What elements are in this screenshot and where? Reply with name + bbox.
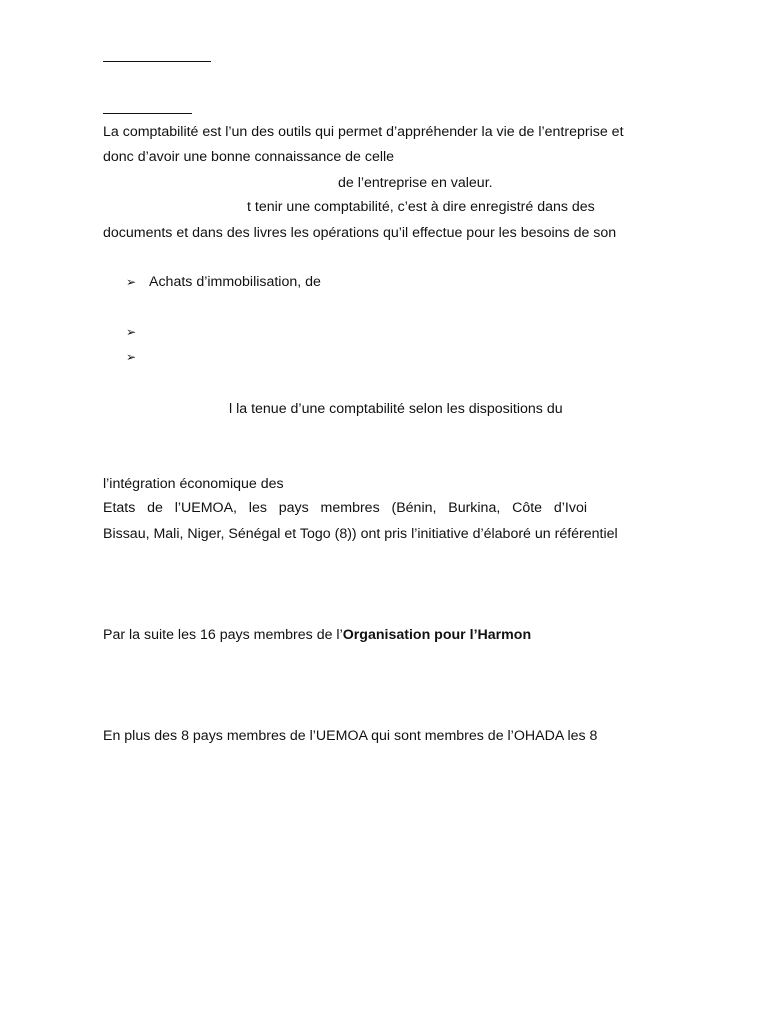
paragraph-line-10-text: Par la suite les 16 pays membres de l’ [103, 627, 343, 643]
paragraph-line-6: l la tenue d’une comptabilité selon les dispositions du [229, 401, 563, 417]
bullet-arrow-icon: ➢ [126, 350, 137, 364]
paragraph-line-10 [103, 626, 531, 644]
bullet-item-1: Achats d’immobilisation, de [149, 274, 321, 290]
organisation-name-bold: Organisation pour l’Harmon [342, 627, 532, 643]
paragraph-line-5: documents et dans des livres les opérations qu’il effectue pour les besoins de son [103, 225, 617, 241]
paragraph-line-9: Bissau, Mali, Niger, Sénégal et Togo (8)) ont pris l’initiative d’élaboré un référentiel [103, 526, 618, 542]
bullet-arrow-icon: ➢ [126, 325, 137, 339]
paragraph-line-1: La comptabilité est l’un des outils qui permet d’appréhender la vie de l’entreprise et [103, 124, 624, 140]
header-rule-underline [103, 113, 192, 114]
bullet-arrow-icon: ➢ [126, 275, 137, 289]
paragraph-line-4: t tenir une comptabilité, c’est à dire enregistré dans des [247, 199, 595, 215]
paragraph-line-3: de l’entreprise en valeur. [338, 175, 493, 191]
paragraph-line-7: l’intégration économique des [103, 476, 284, 492]
paragraph-line-8: Etats de l’UEMOA, les pays membres (Bénin, Burkina, Côte d’Ivoi [103, 500, 587, 516]
header-rule-top [103, 61, 211, 62]
paragraph-line-11: En plus des 8 pays membres de l’UEMOA qui sont membres de l’OHADA les 8 [103, 728, 598, 744]
paragraph-line-2: donc d’avoir une bonne connaissance de celle [103, 149, 395, 165]
